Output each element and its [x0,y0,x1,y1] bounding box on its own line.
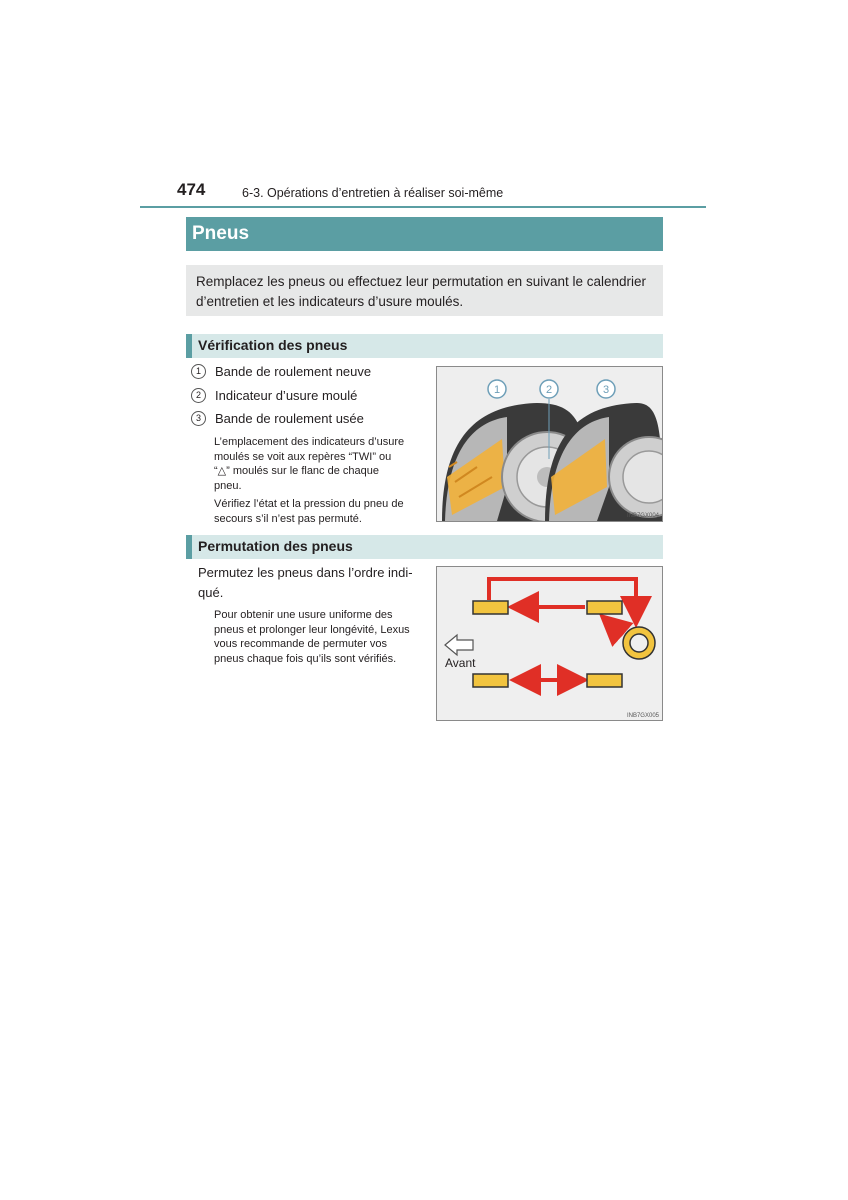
section-heading-verification: Vérification des pneus [186,334,663,358]
tire-front-left [473,601,508,614]
tire-tread-figure [436,366,663,522]
intro-box [186,265,663,316]
note-line: secours s’il n’est pas permuté. [214,512,362,525]
note-line: pneu. [214,479,242,492]
svg-text:3: 3 [602,384,610,396]
item-number: 1 [191,364,206,379]
callout-3 [597,380,615,398]
note-line: “△” moulés sur le flanc de chaque [214,465,379,477]
page-number: 474 [177,180,206,199]
tire-rear-left [587,601,622,614]
note-wear-indicators [214,435,424,493]
note-line: L’emplacement des indicateurs d’usure [214,436,405,448]
permutation-paragraph [198,563,424,603]
rotation-figure [436,566,663,721]
tire-illustration [437,367,662,521]
front-label: Avant [445,656,476,670]
note-line: moulés se voit aux repères “TWI” ou [214,450,392,463]
svg-text:2: 2 [545,384,553,396]
intro-line-2: d’entretien et les indicateurs d’usure moulés. [196,294,464,309]
tire-front-right [473,674,508,687]
running-head: 6-3. Opérations d’entretien à réaliser soi-même [242,186,504,200]
note-line: Vérifiez l’état et la pression du pneu de [214,498,404,510]
intro-line-1: Remplacez les pneus ou effectuez leur permutation en suivant le calendrier [196,274,647,289]
note-line: pneus chaque fois qu’ils sont vérifiés. [214,652,397,665]
list-item [191,388,357,403]
item-label: Indicateur d’usure moulé [215,388,358,403]
section-heading-permutation: Permutation des pneus [186,535,663,559]
page-title: Pneus [186,217,663,251]
list-item [191,411,364,426]
header-rule [140,206,706,208]
note-line: Pour obtenir une usure uniforme des [214,609,393,621]
callout-1 [488,380,506,398]
arrow-spare-to-right [605,619,623,635]
item-label: Bande de roulement neuve [215,364,372,379]
item-label: Bande de roulement usée [215,411,364,426]
permutation-note [214,608,424,666]
figure-code: INB7GX005 [626,713,659,719]
rotation-diagram [437,567,662,720]
front-arrow-icon [445,635,473,655]
figure-code: INB7GX004 [626,513,659,519]
para-line: qué. [198,585,224,600]
note-line: pneus et prolonger leur longévité, Lexus [214,623,410,636]
para-line: Permutez les pneus dans l’ordre indi- [198,565,413,580]
item-number: 3 [191,411,206,426]
callout-2 [540,380,558,398]
tire-rear-right [587,674,622,687]
note-spare-tire [214,497,424,526]
note-line: vous recommande de permuter vos [214,638,388,650]
list-item [191,364,371,379]
svg-text:1: 1 [493,384,501,396]
item-number: 2 [191,388,206,403]
